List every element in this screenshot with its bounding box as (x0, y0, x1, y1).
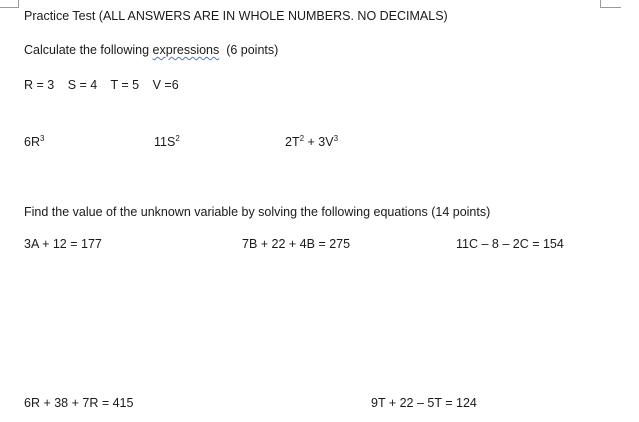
variable-v: V =6 (152, 78, 179, 92)
variable-s: S = 4 (67, 78, 98, 92)
equation-4: 6R + 38 + 7R = 415 (24, 396, 134, 410)
expression-3-base1: 2T (285, 135, 300, 149)
expression-3-base2: + 3V (304, 135, 334, 149)
expression-1-base: 6R (24, 135, 40, 149)
variable-r: R = 3 (24, 78, 55, 92)
variable-values (24, 77, 189, 93)
margin-corner-mark-right (600, 0, 621, 8)
equation-1: 3A + 12 = 177 (24, 237, 102, 251)
flagged-word: expressions (152, 43, 220, 57)
expression-3-exponent1: 2 (299, 133, 305, 143)
expression-2-exponent: 2 (175, 133, 180, 143)
expression-2-base: 11S (154, 135, 176, 149)
equation-5: 9T + 22 – 5T = 124 (371, 396, 477, 410)
expression-3-exponent2: 3 (333, 133, 339, 143)
expression-1-exponent: 3 (39, 133, 45, 143)
section2-instruction: Find the value of the unknown variable by solving the following equations (14 points) (24, 205, 491, 219)
expression-1 (24, 134, 44, 150)
document-title: Practice Test (ALL ANSWERS ARE IN WHOLE NUMBERS. NO DECIMALS) (24, 9, 448, 23)
margin-corner-mark-left (0, 0, 19, 8)
expression-3 (285, 134, 338, 150)
section1-instruction (24, 42, 278, 58)
equation-3: 11C – 8 – 2C = 154 (456, 237, 564, 251)
equation-2: 7B + 22 + 4B = 275 (242, 237, 351, 251)
instruction-text-end: (6 points) (219, 43, 279, 57)
instruction-text-start: Calculate the following (24, 43, 153, 57)
variable-t: T = 5 (110, 78, 140, 92)
expression-2 (154, 134, 180, 150)
